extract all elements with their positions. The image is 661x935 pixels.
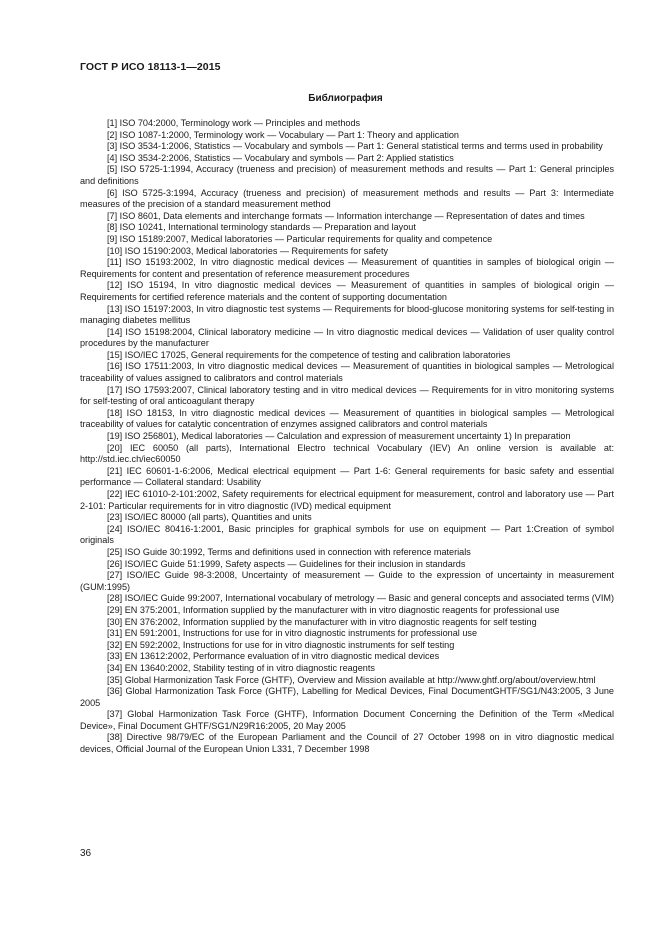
bibliography-entry: [36] Global Harmonization Task Force (GHTF), Labelling for Medical Devices, Final DocumentGHTF/SG1/N43:2005, 3 June 2005 [80,686,614,708]
bibliography-entry: [2] ISO 1087-1:2000, Terminology work — Vocabulary — Part 1: Theory and application [107,129,459,140]
bibliography-entry: [38] Directive 98/79/EC of the European Parliament and the Council of 27 October 1998 on in vitro diagnostic medical devices, Official Journal of the European Union L331, 7 December 1998 [80,732,614,755]
bibliography-entry: [25] ISO Guide 30:1992, Terms and definitions used in connection with reference materials [107,546,471,557]
bibliography-entry: [13] ISO 15197:2003, In vitro diagnostic test systems — Requirements for blood-glucose monitoring systems for self-testing in managing diabetes mellitus [80,303,614,326]
document-code-header: ГОСТ Р ИСО 18113-1—2015 [80,61,221,73]
bibliography-entry: [9] ISO 15189:2007, Medical laboratories — Particular requirements for quality and competence [107,233,493,244]
bibliography-entry: [18] ISO 18153, In vitro diagnostic medical devices — Measurement of quantities in biological samples — Metrological traceability of values for catalytic concentration of enzymes assigned calibrators and control materials [80,407,614,430]
bibliography-entry: [26] ISO/IEC Guide 51:1999, Safety aspects — Guidelines for their inclusion in standards [107,558,466,569]
bibliography-entry: [35] Global Harmonization Task Force (GHTF), Overview and Mission available at http://www.ghtf.org/about/overview.html [107,674,596,685]
bibliography-title: Библиография [308,93,383,104]
bibliography-entry: [30] EN 376:2002, Information supplied by the manufacturer with in vitro diagnostic reagents for self testing [107,616,537,627]
bibliography-entry: [7] ISO 8601, Data elements and interchange formats — Information interchange — Representation of dates and times [107,210,585,221]
bibliography-entry: [15] ISO/IEC 17025, General requirements for the competence of testing and calibration laboratories [107,349,511,360]
bibliography-entry: [33] EN 13612:2002, Performance evaluation of in vitro diagnostic medical devices [107,651,440,662]
bibliography-entry: [3] ISO 3534-1:2006, Statistics — Vocabulary and symbols — Part 1: General statistical terms and terms used in probability [107,141,603,152]
page-number: 36 [80,848,92,859]
bibliography-entry: [31] EN 591:2001, Instructions for use for in vitro diagnostic instruments for professional use [107,628,478,639]
bibliography-entry: [6] ISO 5725-3:1994, Accuracy (trueness and precision) of measurement methods and results — Part 3: Intermediate measures of the precision of a standard measurement method [80,187,614,210]
bibliography-entry: [19] ISO 256801), Medical laboratories — Calculation and expression of measurement uncertainty 1) In preparation [107,431,571,442]
bibliography-entry: [4] ISO 3534-2:2006, Statistics — Vocabulary and symbols — Part 2: Applied statistics [107,152,454,163]
bibliography-entry: [11] ISO 15193:2002, In vitro diagnostic medical devices — Measurement of quantities in samples of biological origin — Requirements for content and presentation of reference measurement procedures [80,257,614,279]
bibliography-entry: [27] ISO/IEC Guide 98-3:2008, Uncertainty of measurement — Guide to the expression of uncertainty in measurement (GUM:1995) [80,570,614,592]
bibliography-entry: [24] ISO/IEC 80416-1:2001, Basic principles for graphical symbols for use on equipment — Part 1:Creation of symbol originals [80,523,614,546]
bibliography-entry: [23] ISO/IEC 80000 (all parts), Quantities and units [107,512,312,523]
bibliography-entry: [34] EN 13640:2002, Stability testing of in vitro diagnostic reagents [107,662,375,673]
bibliography-entry: [8] ISO 10241, International terminology standards — Preparation and layout [107,222,416,233]
bibliography-list [80,118,614,756]
bibliography-entry: [28] ISO/IEC Guide 99:2007, International vocabulary of metrology — Basic and general concepts and associated terms (VIM) [107,593,614,604]
bibliography-entry: [22] IEC 61010-2-101:2002, Safety requirements for electrical equipment for measurement, control and laboratory use — Part 2-101: Particular requirements for in vitro diagnostic (IVD) medical equipment [80,489,614,511]
bibliography-entry: [14] ISO 15198:2004, Clinical laboratory medicine — In vitro diagnostic medical devices — Validation of user quality control procedures by the manufacturer [80,326,614,349]
bibliography-entry: [21] IEC 60601-1-6:2006, Medical electrical equipment — Part 1-6: General requirements for basic safety and essential performance — Collateral standard: Usability [80,465,614,488]
bibliography-entry: [20] IEC 60050 (all parts), International Electro technical Vocabulary (IEV) An online version is available at: http://std.iec.ch/iec60050 [80,442,614,465]
bibliography-entry: [5] ISO 5725-1:1994, Accuracy (trueness and precision) of measurement methods and results — Part 1: General principles and definitions [80,164,614,186]
bibliography-entry: [29] EN 375:2001, Information supplied by the manufacturer with in vitro diagnostic reagents for professional use [107,604,560,615]
bibliography-entry: [32] EN 592:2002, Instructions for use for in vitro diagnostic instruments for self testing [107,639,455,650]
bibliography-entry: [37] Global Harmonization Task Force (GHTF), Information Document Concerning the Definition of the Term «Medical Device», Final Document GHTF/SG1/N29R16:2005, 20 May 2005 [80,709,614,731]
bibliography-entry: [17] ISO 17593:2007, Clinical laboratory testing and in vitro medical devices — Requirements for in vitro monitoring systems for self-testing of oral anticoagulant therapy [80,384,614,407]
bibliography-entry: [1] ISO 704:2000, Terminology work — Principles and methods [107,118,361,128]
bibliography-entry: [12] ISO 15194, In vitro diagnostic medical devices — Measurement of quantities in samples of biological origin — Requirements for certified reference materials and the content of supporting documentation [80,280,614,302]
bibliography-entry: [16] ISO 17511:2003, In vitro diagnostic medical devices — Measurement of quantities in biological samples — Metrological traceability of values assigned to calibrators and control materials [80,361,614,384]
bibliography-entry: [10] ISO 15190:2003, Medical laboratories — Requirements for safety [107,245,389,256]
